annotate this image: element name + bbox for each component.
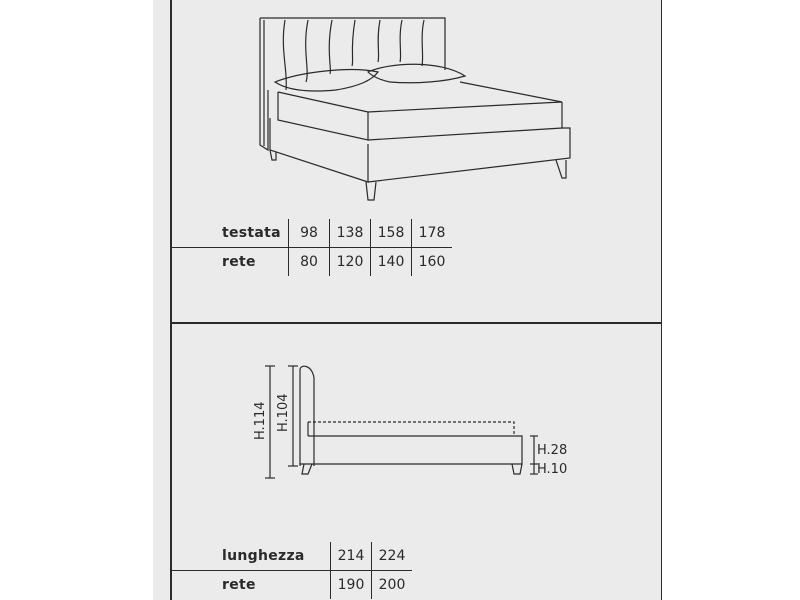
- table-cell: 138: [330, 219, 371, 248]
- table-cell: 224: [372, 542, 413, 571]
- row-label: lunghezza: [170, 542, 331, 571]
- frame-height-label: H.28: [537, 443, 568, 458]
- table-cell: 140: [371, 248, 412, 277]
- section-divider: [170, 322, 661, 324]
- table-cell: 120: [330, 248, 371, 277]
- bed-side-profile-drawing: [260, 358, 570, 488]
- table-cell: 160: [412, 248, 453, 277]
- headboard-height-label: H.104: [276, 393, 291, 432]
- row-label: testata: [170, 219, 289, 248]
- table-cell: 158: [371, 219, 412, 248]
- table-row: [170, 248, 452, 277]
- table-cell: 98: [289, 219, 330, 248]
- length-table: [170, 542, 412, 599]
- panel-left-border: [170, 0, 172, 600]
- leg-height-label: H.10: [537, 462, 568, 477]
- table-cell: 200: [372, 571, 413, 600]
- table-cell: 80: [289, 248, 330, 277]
- headboard-width-table: [170, 219, 452, 276]
- table-row: [170, 219, 452, 248]
- table-row: [170, 571, 412, 600]
- total-height-label: H.114: [253, 401, 268, 440]
- table-cell: 178: [412, 219, 453, 248]
- bed-perspective-drawing: [240, 10, 580, 210]
- table-row: [170, 542, 412, 571]
- row-label: rete: [222, 254, 256, 270]
- row-label: rete: [222, 577, 256, 593]
- table-cell: 190: [331, 571, 372, 600]
- table-cell: 214: [331, 542, 372, 571]
